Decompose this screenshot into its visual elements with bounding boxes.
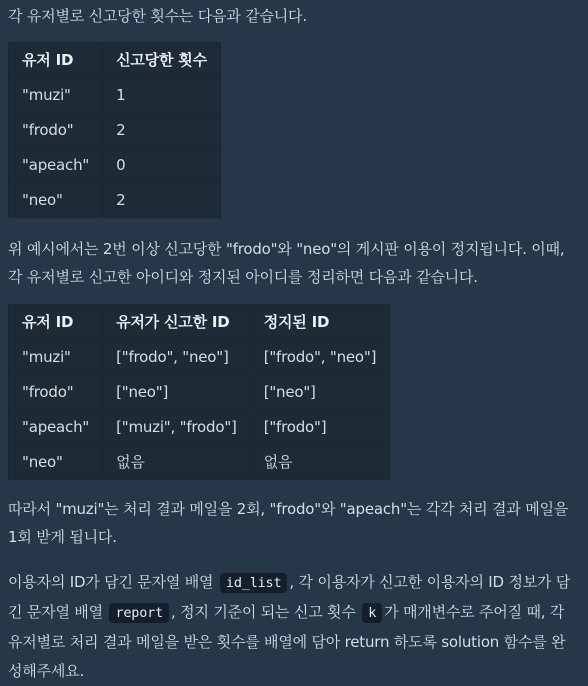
text-segment: 유저별로 처리 결과 메일을 받은 횟수를 배열에 담아 return 하도록 solution 함수를 완 <box>8 633 566 651</box>
task-description-text <box>8 568 580 686</box>
table-cell: ["frodo", "neo"] <box>103 340 251 375</box>
table-cell: 0 <box>103 148 221 183</box>
table-header-row <box>9 43 221 78</box>
text-line: 각 유저별로 신고한 아이디와 정지된 아이디를 정리하면 다음과 같습니다. <box>8 268 478 286</box>
text-segment: , 정지 기준이 되는 신고 횟수 <box>171 603 361 621</box>
table-cell: "neo" <box>9 183 103 218</box>
text-segment: , 각 이용자가 신고한 이용자의 ID 정보가 담 <box>289 573 571 591</box>
text-line: 따라서 "muzi"는 처리 결과 메일을 2회, "frodo"와 "apeach"는 각각 처리 결과 메일을 <box>8 500 569 518</box>
code-report: report <box>109 603 169 623</box>
table-header-row <box>9 305 390 340</box>
column-header: 유저가 신고한 ID <box>103 305 251 340</box>
table-cell: ["neo"] <box>103 375 251 410</box>
intro-text: 각 유저별로 신고당한 횟수는 다음과 같습니다. <box>8 7 307 25</box>
table-cell: ["frodo", "neo"] <box>250 340 390 375</box>
table-cell: ["muzi", "frodo"] <box>103 410 251 445</box>
text-segment: 가 매개변수로 주어질 때, 각 <box>384 603 565 621</box>
column-header: 유저 ID <box>9 43 103 78</box>
table-row <box>9 78 221 113</box>
table-row <box>9 113 221 148</box>
table-cell: 2 <box>103 183 221 218</box>
code-k: k <box>362 603 382 623</box>
table-cell: "muzi" <box>9 78 103 113</box>
result-explanation-text <box>8 495 580 551</box>
text-line: 1회 받게 됩니다. <box>8 528 117 546</box>
table-row <box>9 340 390 375</box>
table-cell: "apeach" <box>9 410 103 445</box>
table-row <box>9 183 221 218</box>
table-cell: 없음 <box>103 445 251 480</box>
table-cell: "frodo" <box>9 113 103 148</box>
text-segment: 긴 문자열 배열 <box>8 603 108 621</box>
table-cell: 2 <box>103 113 221 148</box>
text-segment: 이용자의 ID가 담긴 문자열 배열 <box>8 573 218 591</box>
code-id-list: id_list <box>220 573 288 593</box>
table-row <box>9 410 390 445</box>
text-line: 위 예시에서는 2번 이상 신고당한 "frodo"와 "neo"의 게시판 이용이 정지됩니다. 이때, <box>8 240 565 258</box>
column-header: 신고당한 횟수 <box>103 43 221 78</box>
table-cell: "muzi" <box>9 340 103 375</box>
report-count-table <box>8 42 221 218</box>
table-cell: 없음 <box>250 445 390 480</box>
table-cell: "apeach" <box>9 148 103 183</box>
table-row <box>9 375 390 410</box>
table-cell: "frodo" <box>9 375 103 410</box>
table-row <box>9 148 221 183</box>
report-summary-table <box>8 304 390 480</box>
table-cell: ["neo"] <box>250 375 390 410</box>
example-explanation-text <box>8 235 580 291</box>
column-header: 정지된 ID <box>250 305 390 340</box>
column-header: 유저 ID <box>9 305 103 340</box>
table-cell: "neo" <box>9 445 103 480</box>
table-cell: ["frodo"] <box>250 410 390 445</box>
table-row <box>9 445 390 480</box>
text-segment: 성해주세요. <box>8 662 85 680</box>
table-cell: 1 <box>103 78 221 113</box>
